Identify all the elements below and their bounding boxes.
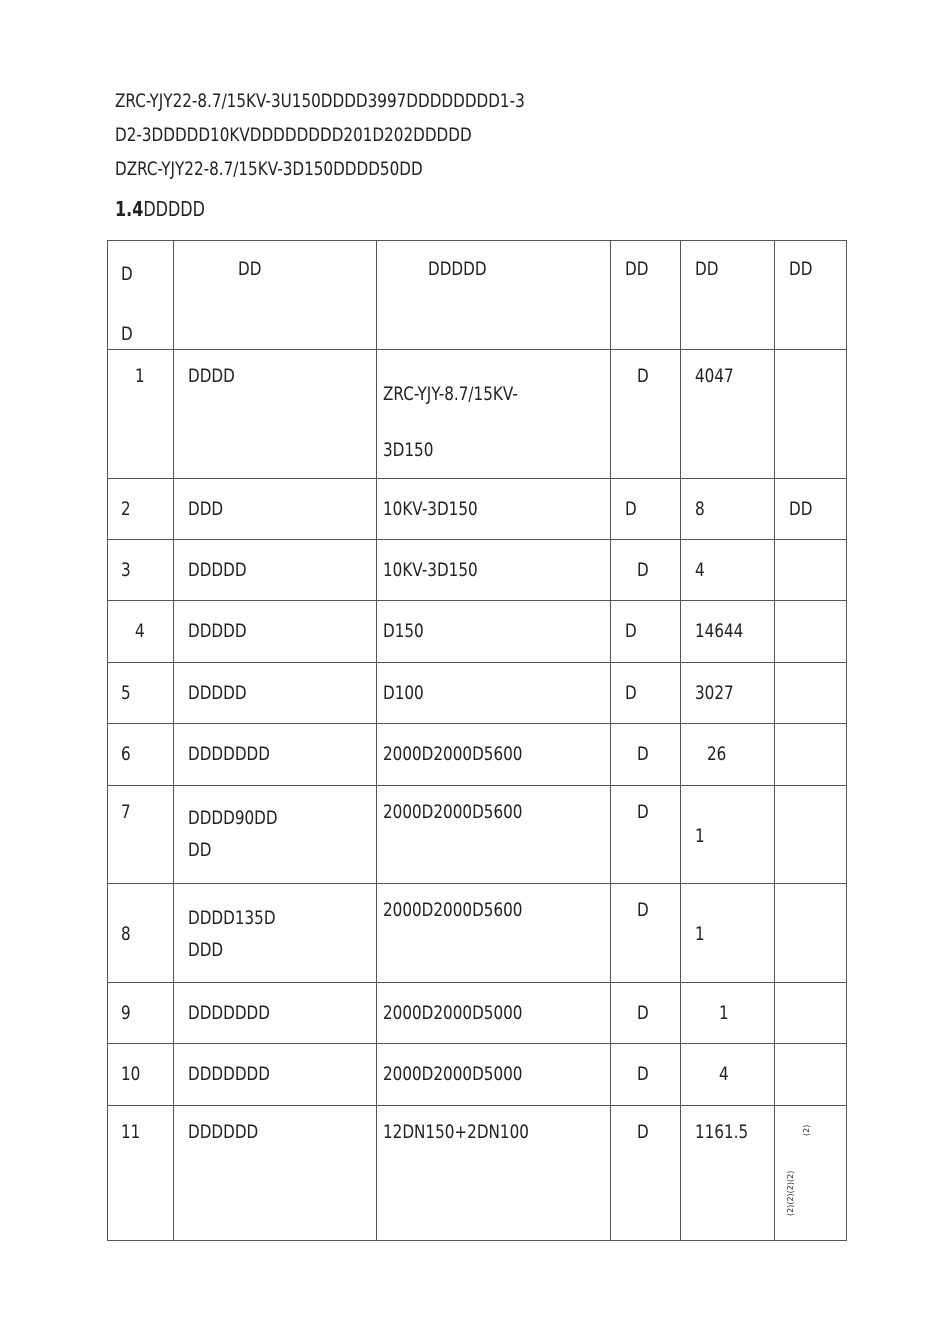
table-row: 11 DDDDDD 12DN150+2DN100 D 1161.5 (2) (2)(2)(2)(2) [108, 1106, 847, 1241]
table-row: 5 DDDDD D100 D 3027 [108, 663, 847, 724]
table-row: 6 DDDDDDD 2000D2000D5600 D 26 [108, 724, 847, 786]
section-number: 1.4 [115, 197, 144, 221]
materials-table [107, 240, 847, 1241]
remark-vertical-top: (2) [802, 1124, 811, 1136]
section-heading [115, 197, 227, 221]
remark-cell-vertical [775, 1106, 847, 1241]
body-text-3: DZRC-YJY22-8.7/15KV-3D150DDDD50DD [115, 158, 423, 180]
body-text-1: ZRC-YJY22-8.7/15KV-3U150DDDD3997DDDDDDDD1-3 [115, 90, 525, 112]
body-text-2: D2-3DDDDD10KVDDDDDDDD201D202DDDDD [115, 124, 472, 146]
table-row: 2 DDD 10KV-3D150 D 8 DD [108, 479, 847, 540]
table-row: 3 DDDDD 10KV-3D150 D 4 [108, 540, 847, 601]
table-header-row [108, 241, 847, 350]
header-qty: DD [681, 241, 775, 350]
body-text-line-2 [115, 126, 561, 145]
body-text-line-3 [115, 160, 500, 179]
table-row: 8 DDDD135D DDD 2000D2000D5600 D 1 [108, 884, 847, 983]
body-text-line-1 [115, 92, 627, 111]
table-row: 1 DDDD ZRC-YJY-8.7/15KV- 3D150 D 4047 [108, 350, 847, 479]
table-row: 4 DDDDD D150 D 14644 [108, 601, 847, 663]
table-row: 10 DDDDDDD 2000D2000D5000 D 4 [108, 1044, 847, 1106]
header-name: DD [174, 241, 377, 350]
table-row: 7 DDDD90DD DD 2000D2000D5600 D 1 [108, 786, 847, 884]
section-title: DDDDD [143, 197, 205, 221]
remark-vertical-bottom: (2)(2)(2)(2) [786, 1170, 795, 1216]
header-unit: DD [611, 241, 681, 350]
header-remark: DD [775, 241, 847, 350]
header-spec: DDDDD [377, 241, 611, 350]
header-no: D D [108, 241, 174, 350]
table-row: 9 DDDDDDD 2000D2000D5000 D 1 [108, 983, 847, 1044]
